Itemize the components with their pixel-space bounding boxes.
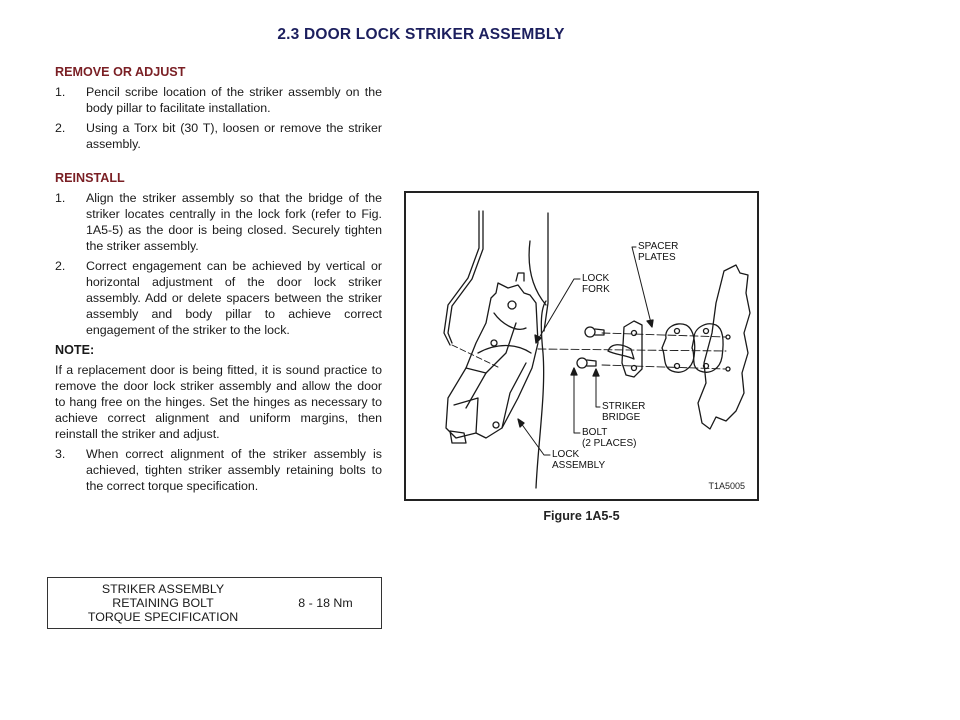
step-text: Correct engagement can be achieved by vertical or horizontal adjustment of the door lock striker assembly. Add or delete spacers between the striker assembly and body pillar to achieve correct engagement of the striker to the lock. (86, 259, 382, 337)
reinstall-step-1 (55, 190, 382, 254)
remove-step-2 (55, 120, 382, 152)
torque-spec-table (47, 577, 382, 629)
torque-spec-value: 8 - 18 Nm (298, 596, 353, 610)
figure-caption: Figure 1A5-5 (543, 509, 620, 523)
torque-spec-label (48, 582, 278, 624)
step-number: 3. (55, 447, 66, 461)
remove-step-1 (55, 84, 382, 116)
step-text: When correct alignment of the striker assembly is achieved, tighten striker assembly retaining bolts to the correct torque specification. (86, 447, 382, 493)
note-heading: NOTE: (55, 343, 95, 357)
reinstall-step-2 (55, 258, 382, 338)
step-text: Align the striker assembly so that the bridge of the striker locates centrally in the lock fork (refer to Fig. 1A5-5) as the door is being closed. Securely tighten the striker assembly. (86, 191, 382, 253)
spec-label-line: TORQUE SPECIFICATION (87, 610, 239, 624)
label-bolt: BOLT (2 PLACES) (582, 427, 637, 449)
step-number: 2. (55, 259, 66, 273)
spec-label-line: RETAINING BOLT (112, 596, 214, 610)
reinstall-heading: REINSTALL (55, 171, 125, 185)
remove-adjust-heading: REMOVE OR ADJUST (55, 65, 186, 79)
label-lock-fork: LOCK FORK (582, 273, 610, 295)
label-spacer-plates: SPACER PLATES (638, 241, 679, 263)
step-number: 1. (55, 191, 66, 205)
procedure-column (55, 64, 382, 498)
step-number: 2. (55, 121, 66, 135)
reinstall-step-3 (55, 446, 382, 494)
note-text: If a replacement door is being fitted, it is sound practice to remove the door lock striker assembly and allow the door to hang free on the hinges. Set the hinges as necessary to achieve correct alignment and uniform margins, then reinstall the striker and adjust. (55, 363, 382, 441)
figure-1a5-5 (404, 191, 759, 501)
label-lock-assembly: LOCK ASSEMBLY (552, 449, 606, 471)
figure-code: T1A5005 (708, 481, 745, 491)
step-number: 1. (55, 85, 66, 99)
step-text: Using a Torx bit (30 T), loosen or remove the striker assembly. (86, 121, 382, 151)
page-title: 2.3 DOOR LOCK STRIKER ASSEMBLY (277, 26, 565, 43)
step-text: Pencil scribe location of the striker assembly on the body pillar to facilitate installation. (86, 85, 382, 115)
spec-label-line: STRIKER ASSEMBLY (101, 582, 225, 596)
label-striker-bridge: STRIKER BRIDGE (602, 401, 646, 423)
